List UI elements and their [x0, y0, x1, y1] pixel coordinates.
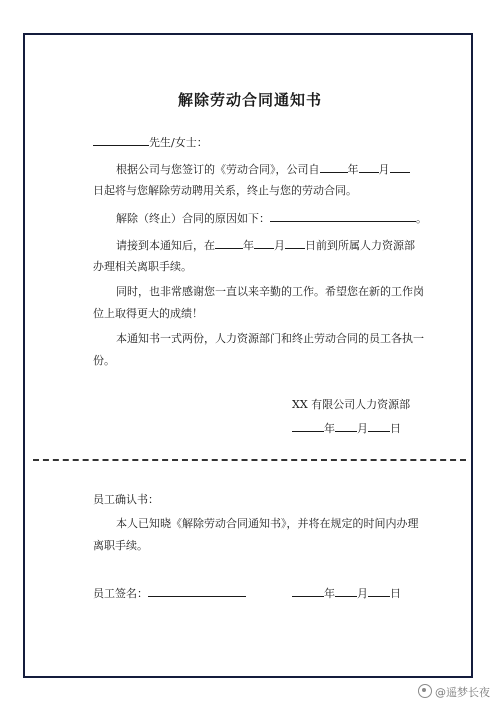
confirmation-body-line-2: 离职手续。 — [93, 539, 148, 552]
employee-sign-label: 员工签名： — [93, 587, 148, 600]
deadline-day-blank[interactable] — [285, 237, 305, 249]
signature-date — [292, 420, 401, 437]
para3-text-a: 请接到本通知后，在 — [116, 239, 215, 252]
sign-year-blank[interactable] — [292, 420, 324, 432]
confirmation-body-line-1: 本人已知晓《解除劳动合同通知书》，并将在规定的时间内办理 — [116, 517, 419, 530]
reason-end-mark: 。 — [416, 212, 427, 225]
sign-day-label: 日 — [390, 422, 401, 435]
name-blank[interactable] — [93, 134, 149, 146]
watermark-text: @遥梦长夜 — [435, 686, 490, 699]
paragraph-2 — [116, 210, 427, 227]
paragraph-3-line-2: 办理相关离职手续。 — [93, 260, 192, 273]
emp-year-blank[interactable] — [292, 585, 324, 597]
paragraph-1-line-2: 日起将与您解除劳动聘用关系，终止与您的劳动合同。 — [93, 184, 357, 197]
paragraph-1-line-1 — [116, 161, 410, 178]
company-signature: XX 有限公司人力资源部 — [292, 398, 411, 411]
sign-month-blank[interactable] — [335, 420, 357, 432]
employee-sign-date — [292, 585, 401, 602]
emp-year-label: 年 — [324, 587, 335, 600]
cut-line-divider — [33, 459, 466, 461]
salutation-text: 先生/女士： — [149, 136, 208, 149]
paragraph-3-line-1 — [116, 237, 415, 254]
watermark-logo-icon — [418, 684, 432, 698]
year-blank[interactable] — [320, 161, 348, 173]
paragraph-5-line-1: 本通知书一式两份，人力资源部门和终止劳动合同的员工各执一 — [116, 332, 424, 345]
employee-sign-blank[interactable] — [148, 585, 246, 597]
emp-month-label: 月 — [357, 587, 368, 600]
day-blank[interactable] — [390, 161, 410, 173]
emp-month-blank[interactable] — [335, 585, 357, 597]
watermark — [418, 684, 490, 700]
month-blank[interactable] — [359, 161, 379, 173]
emp-day-blank[interactable] — [368, 585, 390, 597]
paragraph-4-line-1: 同时，也非常感谢您一直以来辛勤的工作。希望您在新的工作岗 — [116, 285, 424, 298]
document-title: 解除劳动合同通知书 — [177, 91, 322, 109]
emp-day-label: 日 — [390, 587, 401, 600]
reason-blank[interactable] — [270, 210, 416, 222]
month-label: 月 — [378, 163, 390, 176]
deadline-year-label: 年 — [243, 239, 254, 252]
employee-signature-line — [93, 585, 246, 602]
year-label: 年 — [347, 163, 359, 176]
deadline-month-blank[interactable] — [254, 237, 274, 249]
deadline-year-blank[interactable] — [215, 237, 243, 249]
sign-month-label: 月 — [357, 422, 368, 435]
salutation-line — [93, 134, 208, 151]
confirmation-heading: 员工确认书： — [93, 493, 159, 506]
para3-text-b: 日前到所属人力资源部 — [305, 239, 415, 252]
deadline-month-label: 月 — [274, 239, 285, 252]
sign-year-label: 年 — [324, 422, 335, 435]
document-border — [23, 33, 473, 678]
paragraph-4-line-2: 位上取得更大的成绩！ — [93, 307, 203, 320]
para1-text-a: 根据公司与您签订的《劳动合同》，公司自 — [116, 163, 320, 176]
sign-day-blank[interactable] — [368, 420, 390, 432]
paragraph-5-line-2: 份。 — [93, 354, 115, 367]
reason-label: 解除（终止）合同的原因如下： — [116, 212, 270, 225]
